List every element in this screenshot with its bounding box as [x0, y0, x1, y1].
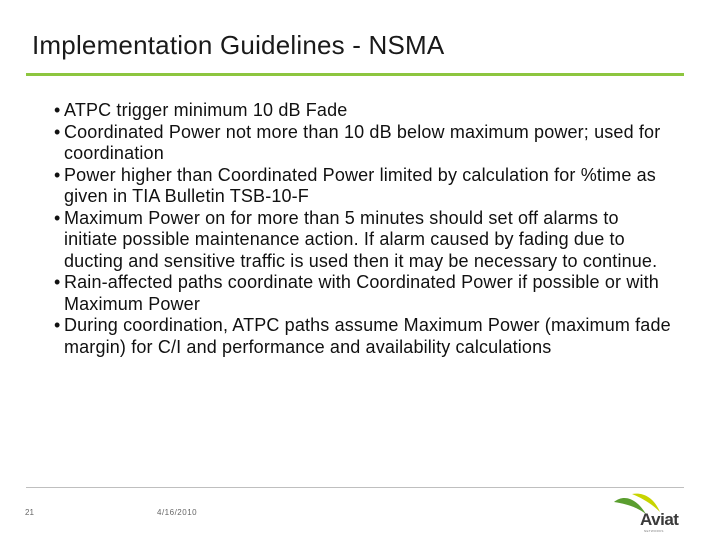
- footer-date: 4/16/2010: [157, 508, 198, 517]
- bullet-text: Coordinated Power not more than 10 dB below maximum power; used for coordination: [64, 121, 661, 163]
- aviat-logo: [610, 490, 690, 536]
- slide-title: Implementation Guidelines - NSMA: [32, 30, 445, 60]
- slide-number: 21: [25, 508, 34, 517]
- bullet-text: ATPC trigger minimum 10 dB Fade: [64, 100, 348, 120]
- bullet-item: [54, 272, 674, 315]
- logo-subtext: NETWORKS: [644, 529, 664, 533]
- title-divider: [26, 73, 684, 76]
- bullet-marker: •: [54, 272, 61, 292]
- bullet-item: [54, 315, 674, 358]
- bullet-marker: •: [54, 315, 61, 335]
- bullet-list: [54, 100, 674, 358]
- bullet-item: [54, 122, 674, 165]
- bullet-item: [54, 208, 674, 273]
- bullet-text: Power higher than Coordinated Power limited by calculation for %time as given in TIA Bulletin TSB-10-F: [64, 164, 656, 206]
- bullet-marker: •: [54, 164, 61, 185]
- bullet-marker: •: [54, 207, 61, 228]
- bullet-text: Maximum Power on for more than 5 minutes should set off alarms to initiate possible maintenance action. If alarm caused by fading due to ducting and sensitive traffic is used then it may be necessary to continue.: [64, 207, 658, 271]
- bullet-text: During coordination, ATPC paths assume Maximum Power (maximum fade margin) for C/I and performance and availability calculations: [64, 315, 671, 357]
- bullet-item: [54, 100, 674, 122]
- bullet-marker: •: [54, 121, 61, 142]
- footer-divider: [26, 487, 684, 488]
- logo-wordmark: Aviat: [640, 510, 679, 529]
- bullet-item: [54, 165, 674, 208]
- bullet-marker: •: [54, 100, 61, 120]
- bullet-text: Rain-affected paths coordinate with Coordinated Power if possible or with Maximum Power: [64, 272, 659, 314]
